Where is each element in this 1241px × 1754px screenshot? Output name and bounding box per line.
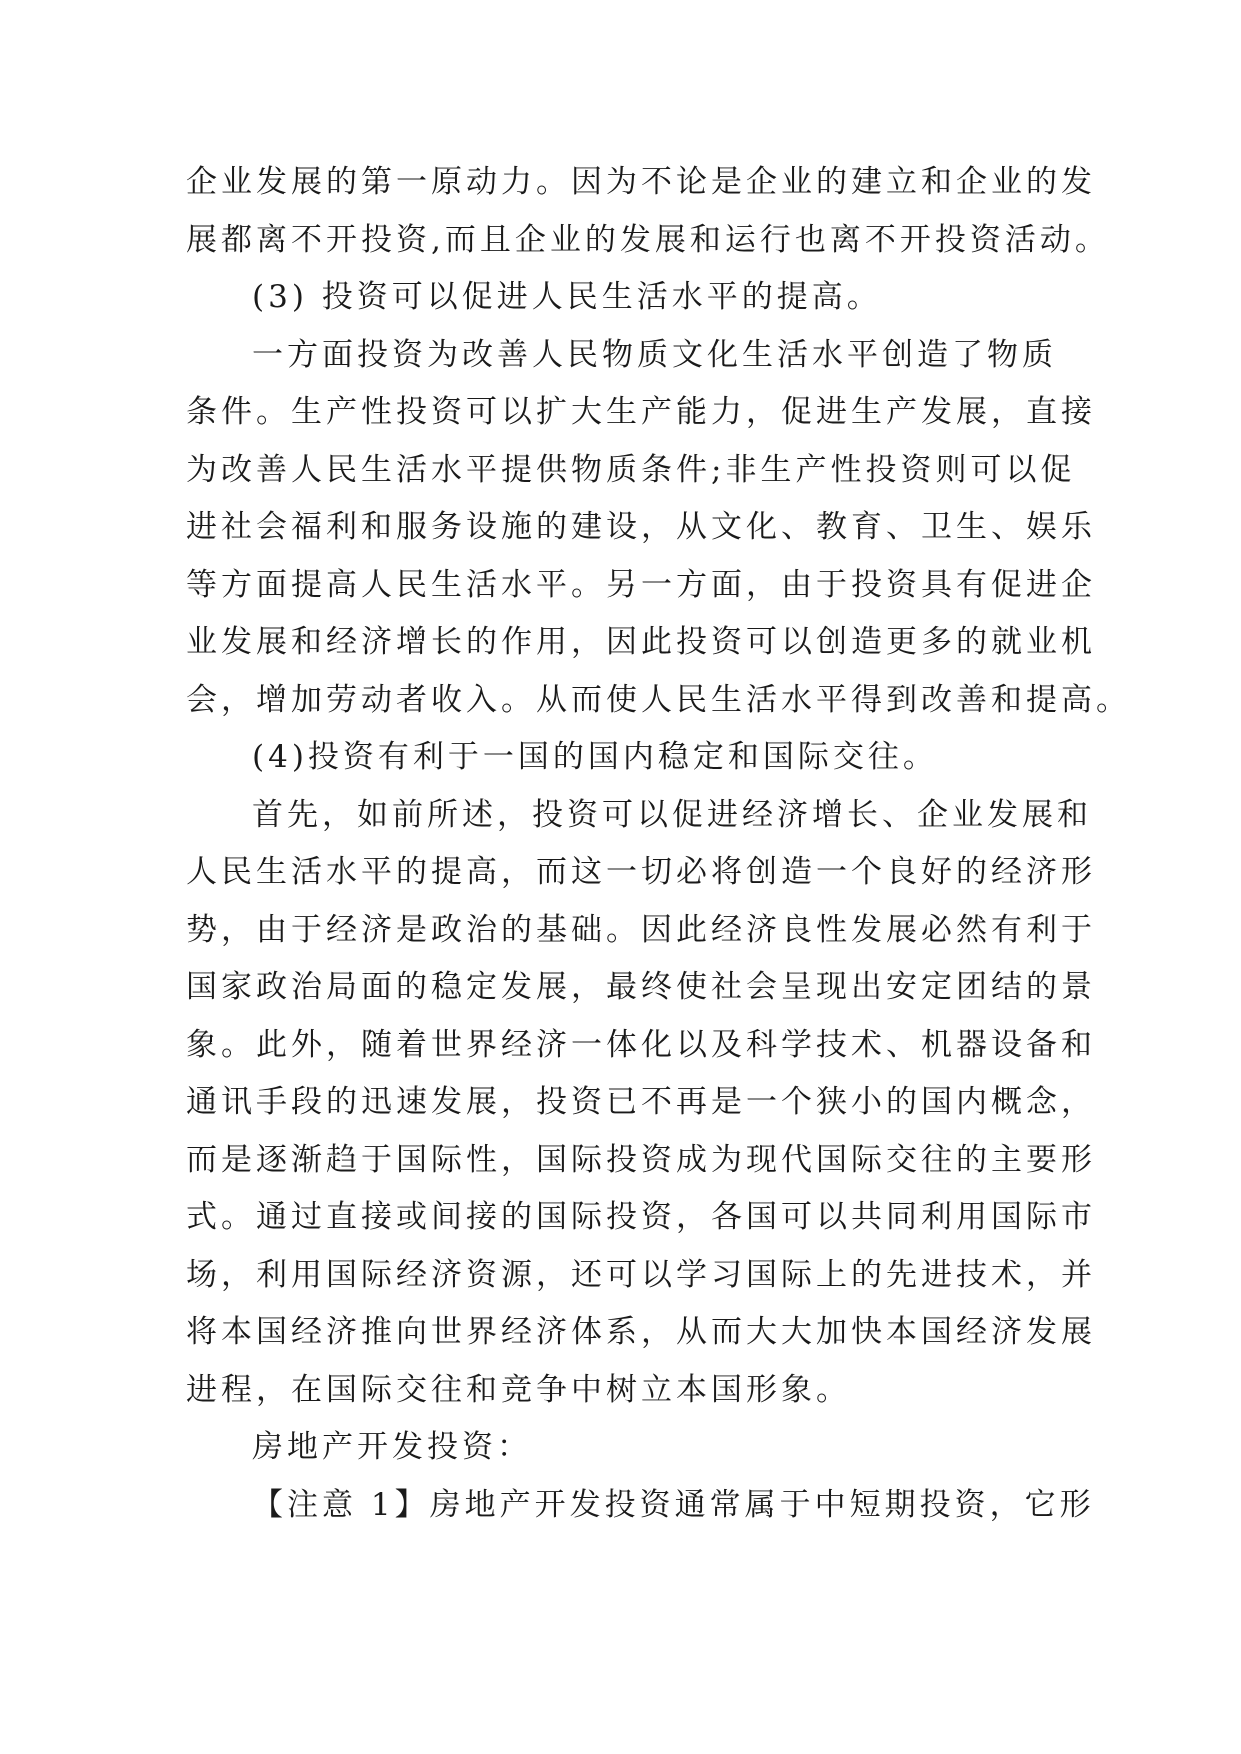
text-line-11: (4)投资有利于一国的国内稳定和国际交往。 (252, 739, 938, 775)
text-line-3: (3) 投资可以促进人民生活水平的提高。 (252, 279, 882, 315)
body-text (186, 154, 1131, 1534)
text-line-16: 象。此外，随着世界经济一体化以及科学技术、机器设备和 (186, 1026, 1096, 1063)
text-line-14: 势，由于经济是政治的基础。因此经济良性发展必然有利于 (186, 911, 1096, 948)
text-line-8: 等方面提高人民生活水平。另一方面，由于投资具有促进企 (186, 566, 1096, 603)
text-line-13: 人民生活水平的提高，而这一切必将创造一个良好的经济形 (186, 854, 1096, 890)
text-line-17: 通讯手段的迅速发展，投资已不再是一个狭小的国内概念， (186, 1084, 1096, 1120)
text-line-5: 条件。生产性投资可以扩大生产能力，促进生产发展，直接 (186, 394, 1096, 430)
text-line-20: 场，利用国际经济资源，还可以学习国际上的先进技术，并 (186, 1256, 1096, 1293)
text-line-10: 会，增加劳动者收入。从而使人民生活水平得到改善和提高。 (186, 681, 1131, 718)
text-line-1: 企业发展的第一原动力。因为不论是企业的建立和企业的发 (186, 164, 1096, 200)
text-line-2: 展都离不开投资,而且企业的发展和运行也离不开投资活动。 (186, 221, 1110, 258)
text-line-15: 国家政治局面的稳定发展，最终使社会呈现出安定团结的景 (186, 969, 1096, 1005)
text-line-12: 首先，如前所述，投资可以促进经济增长、企业发展和 (252, 796, 1092, 833)
text-line-7: 进社会福利和服务设施的建设，从文化、教育、卫生、娱乐 (186, 509, 1096, 545)
text-line-23: 房地产开发投资： (252, 1429, 532, 1465)
text-line-6: 为改善人民生活水平提供物质条件;非生产性投资则可以促 (186, 451, 1076, 488)
text-line-21: 将本国经济推向世界经济体系，从而大大加快本国经济发展 (186, 1314, 1096, 1350)
text-line-19: 式。通过直接或间接的国际投资，各国可以共同利用国际市 (186, 1199, 1096, 1235)
text-line-22: 进程，在国际交往和竞争中树立本国形象。 (186, 1371, 851, 1408)
text-line-24: 【注意 1】房地产开发投资通常属于中短期投资，它形 (252, 1486, 1095, 1523)
text-line-18: 而是逐渐趋于国际性，国际投资成为现代国际交往的主要形 (186, 1141, 1096, 1178)
text-line-9: 业发展和经济增长的作用，因此投资可以创造更多的就业机 (186, 624, 1096, 660)
text-line-4: 一方面投资为改善人民物质文化生活水平创造了物质 (252, 336, 1057, 373)
